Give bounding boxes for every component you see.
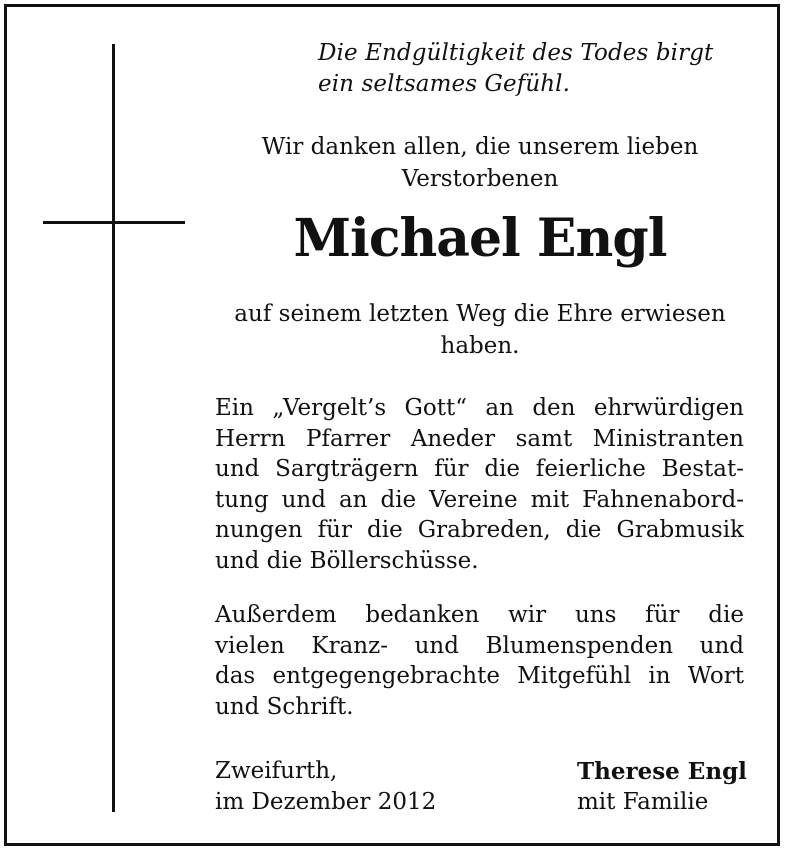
honor-text	[215, 298, 745, 362]
paragraph-line: das entgegengebrachte Mitgefühl in Wort	[215, 663, 744, 689]
signer-note: mit Familie	[577, 789, 709, 815]
paragraph-line: tung und an die Vereine mit Fahnenabord-	[215, 486, 744, 513]
honor-line: haben.	[440, 333, 520, 359]
thanks-paragraph-flowers	[215, 600, 744, 722]
date: im Dezember 2012	[215, 789, 437, 815]
thanks-intro	[215, 131, 745, 195]
place: Zweifurth,	[215, 758, 338, 784]
deceased-name: Michael Engl	[293, 208, 667, 269]
cross-icon-vertical-bar	[112, 44, 115, 812]
paragraph-line: und Schrift.	[215, 693, 354, 720]
cross-icon-horizontal-bar	[43, 221, 185, 224]
signature-block	[577, 756, 747, 818]
paragraph-line: nungen für die Grabreden, die Grabmusik	[215, 517, 744, 543]
paragraph-line: Ein „Vergelt’s Gott“ an den ehrwürdigen	[215, 395, 744, 421]
motto	[318, 38, 758, 100]
paragraph-line: Herrn Pfarrer Aneder samt Ministranten	[215, 425, 744, 452]
motto-line: ein seltsames Gefühl.	[318, 71, 571, 97]
thanks-line: Verstorbenen	[401, 166, 559, 192]
thanks-paragraph-clergy	[215, 393, 744, 576]
honor-line: auf seinem letzten Weg die Ehre erwiesen	[234, 301, 726, 327]
thanks-line: Wir danken allen, die unserem lieben	[261, 134, 699, 160]
paragraph-line: vielen Kranz- und Blumenspenden und	[215, 632, 744, 659]
paragraph-line: und Sargträgern für die feierliche Bestat-	[215, 456, 744, 482]
signer-name: Therese Engl	[577, 758, 747, 785]
motto-line: Die Endgültigkeit des Todes birgt	[318, 40, 714, 66]
paragraph-line: Außerdem bedanken wir uns für die	[215, 602, 744, 628]
paragraph-line: und die Böllerschüsse.	[215, 547, 479, 574]
place-and-date	[215, 756, 436, 818]
